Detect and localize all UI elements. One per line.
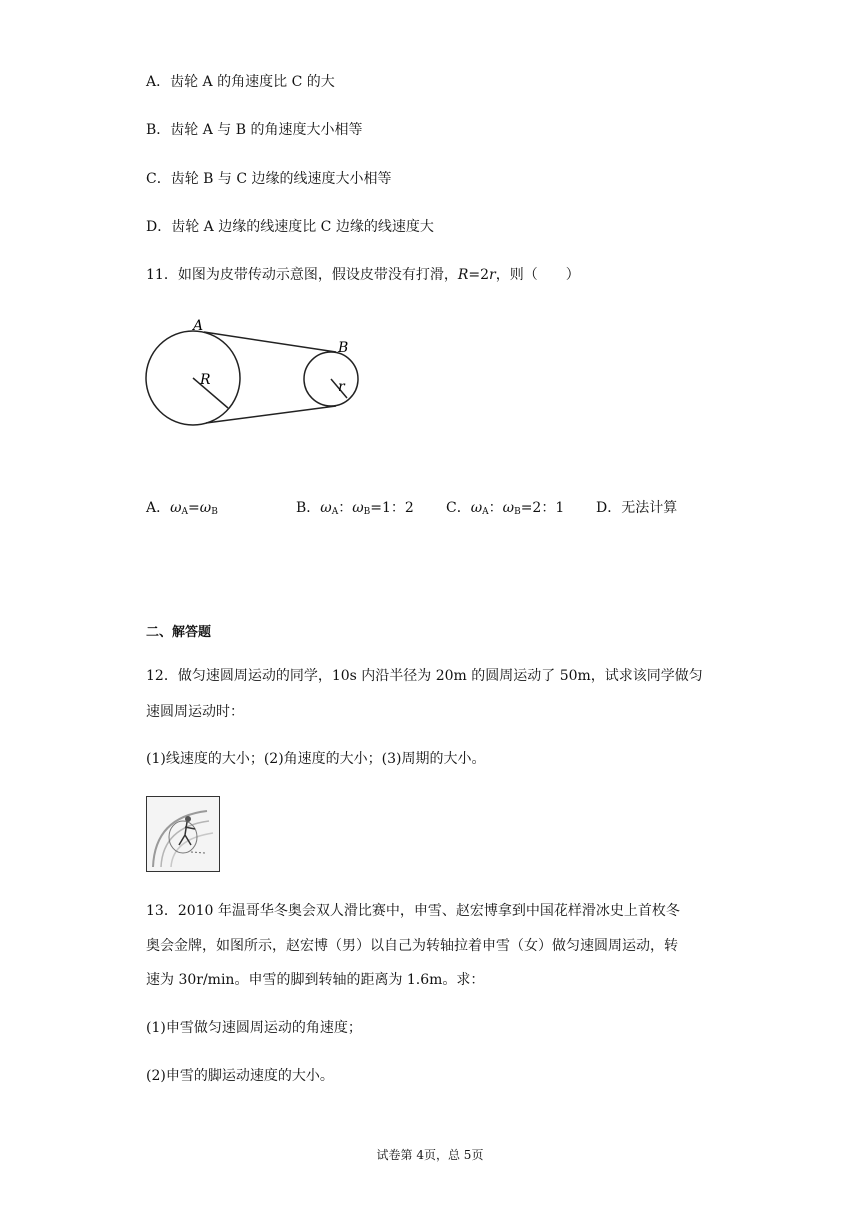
q10-option-d: D．齿轮 A 边缘的线速度比 C 边缘的线速度大: [146, 219, 434, 235]
label-a: A: [193, 318, 204, 334]
label-small-r: r: [338, 379, 345, 395]
q13-line-2: 奥会金牌，如图所示，赵宏博（男）以自己为转轴拉着申雪（女）做匀速圆周运动，转: [146, 938, 678, 954]
q10-option-b: B．齿轮 A 与 B 的角速度大小相等: [146, 122, 363, 138]
q11-option-c: C．$\omega_A$：$\omega_B=2$：1: [446, 500, 565, 517]
q13-line-1: 13．2010 年温哥华冬奥会双人滑比赛中，申雪、赵宏博拿到中国花样滑冰史上首枚冬: [146, 903, 680, 919]
label-big-r: R: [200, 372, 211, 388]
q13-line-3: 速为 30r/min。申雪的脚到转轴的距离为 1.6m。求：: [146, 972, 485, 988]
q11-option-b: B．$\omega_A$：$\omega_B=1$：2: [296, 500, 414, 517]
q12-line-1: 12．做匀速圆周运动的同学，10s 内沿半径为 20m 的圆周运动了 50m，试求该同学做匀: [146, 668, 703, 684]
q11-option-a: A．$\omega_A=\omega_B$: [146, 500, 218, 517]
belt-drive-figure: [140, 312, 370, 437]
q11-stem: 11．如图为皮带传动示意图，假设皮带没有打滑，R=2r，则（ ）: [146, 267, 580, 283]
q12-line-3: (1)线速度的大小；(2)角速度的大小；(3)周期的大小。: [146, 751, 486, 767]
q11-option-d: D．无法计算: [596, 500, 678, 516]
skater-photo: [146, 796, 220, 872]
page-footer: 试卷第 4页，总 5页: [376, 1148, 484, 1162]
q13-line-4: (1)申雪做匀速圆周运动的角速度；: [146, 1020, 362, 1036]
section-title: 二、解答题: [146, 625, 212, 640]
belt-bottom: [206, 406, 336, 423]
q12-line-2: 速圆周运动时：: [146, 704, 244, 720]
q10-option-a: A．齿轮 A 的角速度比 C 的大: [146, 74, 335, 90]
label-b: B: [338, 340, 349, 356]
q10-option-c: C．齿轮 B 与 C 边缘的线速度大小相等: [146, 171, 392, 187]
q13-line-5: (2)申雪的脚运动速度的大小。: [146, 1068, 334, 1084]
